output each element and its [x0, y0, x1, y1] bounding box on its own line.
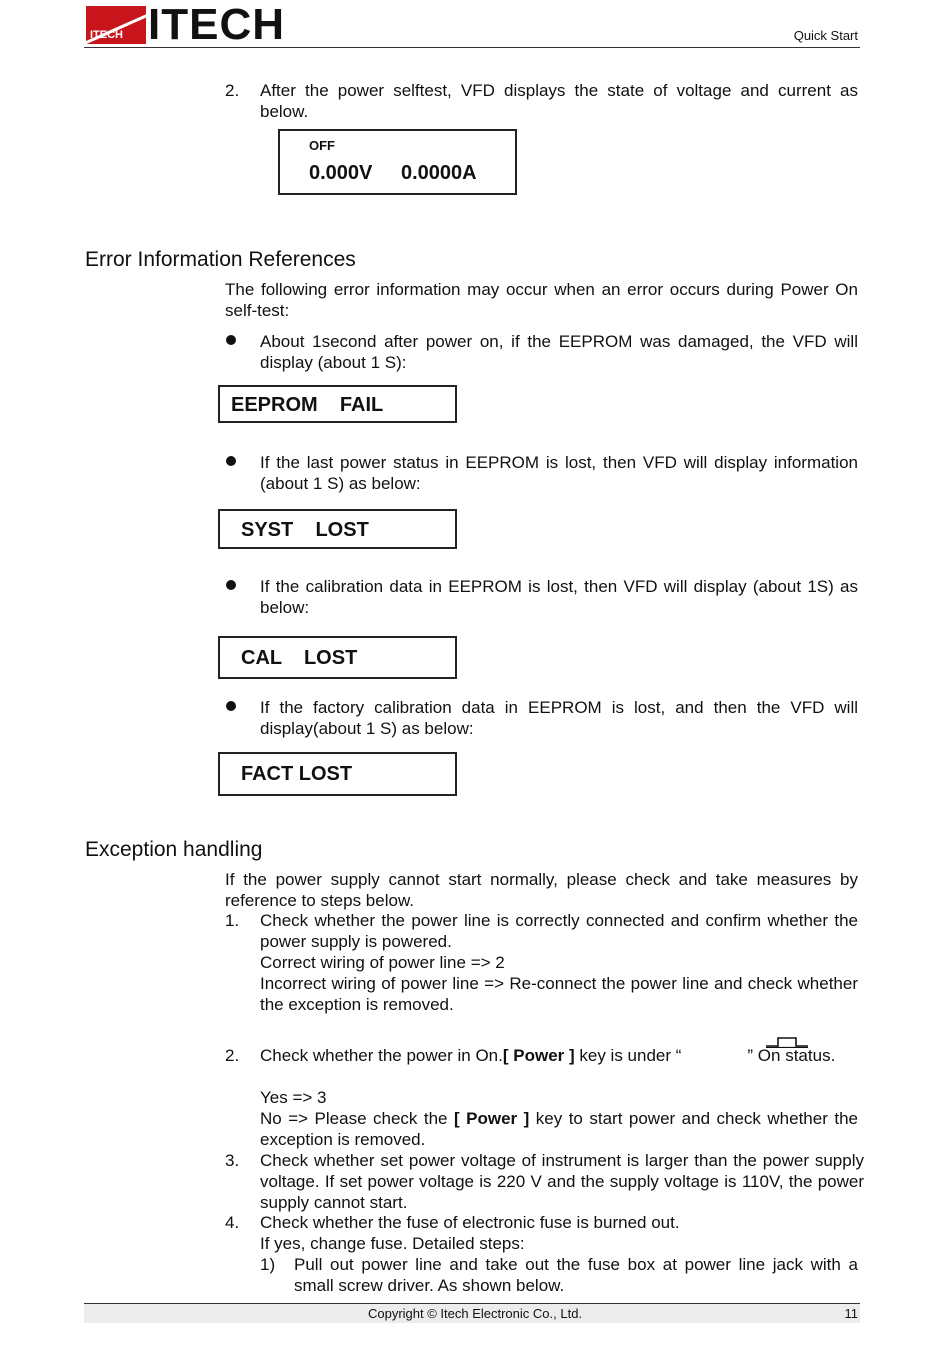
- power-key-label: [ Power ]: [454, 1109, 530, 1128]
- vfd-message: FACT LOST: [241, 763, 353, 785]
- footer-divider: [84, 1303, 860, 1304]
- error-item-text: If the last power status in EEPROM is lost, then VFD will display information (about 1 S) as below:: [260, 453, 858, 493]
- step-number: 1.: [225, 911, 240, 930]
- substep-text: Pull out power line and take out the fuse box at power line jack with a small screw driver. As shown below.: [294, 1255, 858, 1295]
- step2-yes: Yes => 3: [260, 1088, 327, 1107]
- step2-mid: key is under “: [574, 1046, 682, 1065]
- step2-post: ” On status.: [747, 1046, 836, 1065]
- error-item-text: About 1second after power on, if the EEPROM was damaged, the VFD will display (about 1 S):: [260, 332, 858, 372]
- errors-intro: The following error information may occur when an error occurs during Power On self-test:: [225, 280, 858, 320]
- step1-text: Check whether the power line is correctly connected and confirm whether the power supply is powered.: [260, 911, 858, 951]
- footer-copyright: Copyright © Itech Electronic Co., Ltd.: [367, 1306, 583, 1321]
- step4-line2: If yes, change fuse. Detailed steps:: [260, 1234, 525, 1253]
- vfd-display-initial: [278, 129, 517, 195]
- page-number: 11: [844, 1306, 858, 1321]
- vfd-message: EEPROM FAIL: [231, 394, 384, 416]
- step-number: 4.: [225, 1213, 240, 1232]
- step1-line3: Incorrect wiring of power line => Re-connect the power line and check whether the exception is removed.: [260, 974, 858, 1014]
- error-item-text: If the calibration data in EEPROM is lost, then VFD will display (about 1S) as below:: [260, 577, 858, 617]
- logo-emblem: [86, 6, 146, 44]
- step-number: 2.: [225, 1046, 240, 1065]
- step3-text: Check whether set power voltage of instrument is larger than the power supply voltage. If set power voltage is 220 V and the supply voltage is 110V, the power supply cannot start.: [260, 1151, 864, 1212]
- power-key-pressed-icon: [766, 1036, 808, 1048]
- power-key-label: [ Power ]: [502, 1046, 575, 1065]
- vfd-voltage: 0.000V: [309, 162, 373, 184]
- step4-text: Check whether the fuse of electronic fuse is burned out.: [260, 1213, 680, 1232]
- bullet: [226, 701, 236, 711]
- step-number: 2.: [225, 81, 240, 100]
- step2-no-pre: No => Please check the: [260, 1109, 454, 1128]
- vfd-message: SYST LOST: [241, 519, 369, 541]
- step2-pre: Check whether the power in On.: [260, 1046, 503, 1065]
- logo-small-text: ITECH: [90, 29, 123, 41]
- exception-intro: If the power supply cannot start normally, please check and take measures by reference to steps below.: [225, 870, 858, 910]
- substep-number: 1): [260, 1255, 276, 1274]
- vfd-display-cal-lost: [218, 636, 457, 679]
- bullet: [226, 335, 236, 345]
- header-section-title: Quick Start: [793, 28, 858, 43]
- logo-text: ITECH: [148, 0, 285, 49]
- bullet: [226, 456, 236, 466]
- vfd-display-eeprom-fail: [218, 385, 457, 423]
- step-text: After the power selftest, VFD displays the state of voltage and current as below.: [260, 81, 858, 121]
- vfd-display-fact-lost: [218, 752, 457, 796]
- itech-logo: [86, 0, 285, 49]
- vfd-display-syst-lost: [218, 509, 457, 549]
- bullet: [226, 580, 236, 590]
- vfd-state: OFF: [309, 138, 335, 153]
- step2-no-post: key to start power and check whether the exception is removed.: [260, 1109, 858, 1149]
- step-number: 3.: [225, 1151, 240, 1170]
- vfd-message: CAL LOST: [241, 647, 358, 669]
- section-heading-exception: Exception handling: [85, 838, 263, 861]
- step2-no: [260, 1108, 858, 1150]
- vfd-current: 0.0000A: [401, 162, 477, 184]
- step2-text: [260, 1045, 858, 1066]
- header-divider: [84, 47, 860, 48]
- step1-line2: Correct wiring of power line => 2: [260, 953, 505, 972]
- section-heading-errors: Error Information References: [85, 248, 356, 271]
- error-item-text: If the factory calibration data in EEPROM is lost, and then the VFD will display(about 1 S) as below:: [260, 698, 858, 738]
